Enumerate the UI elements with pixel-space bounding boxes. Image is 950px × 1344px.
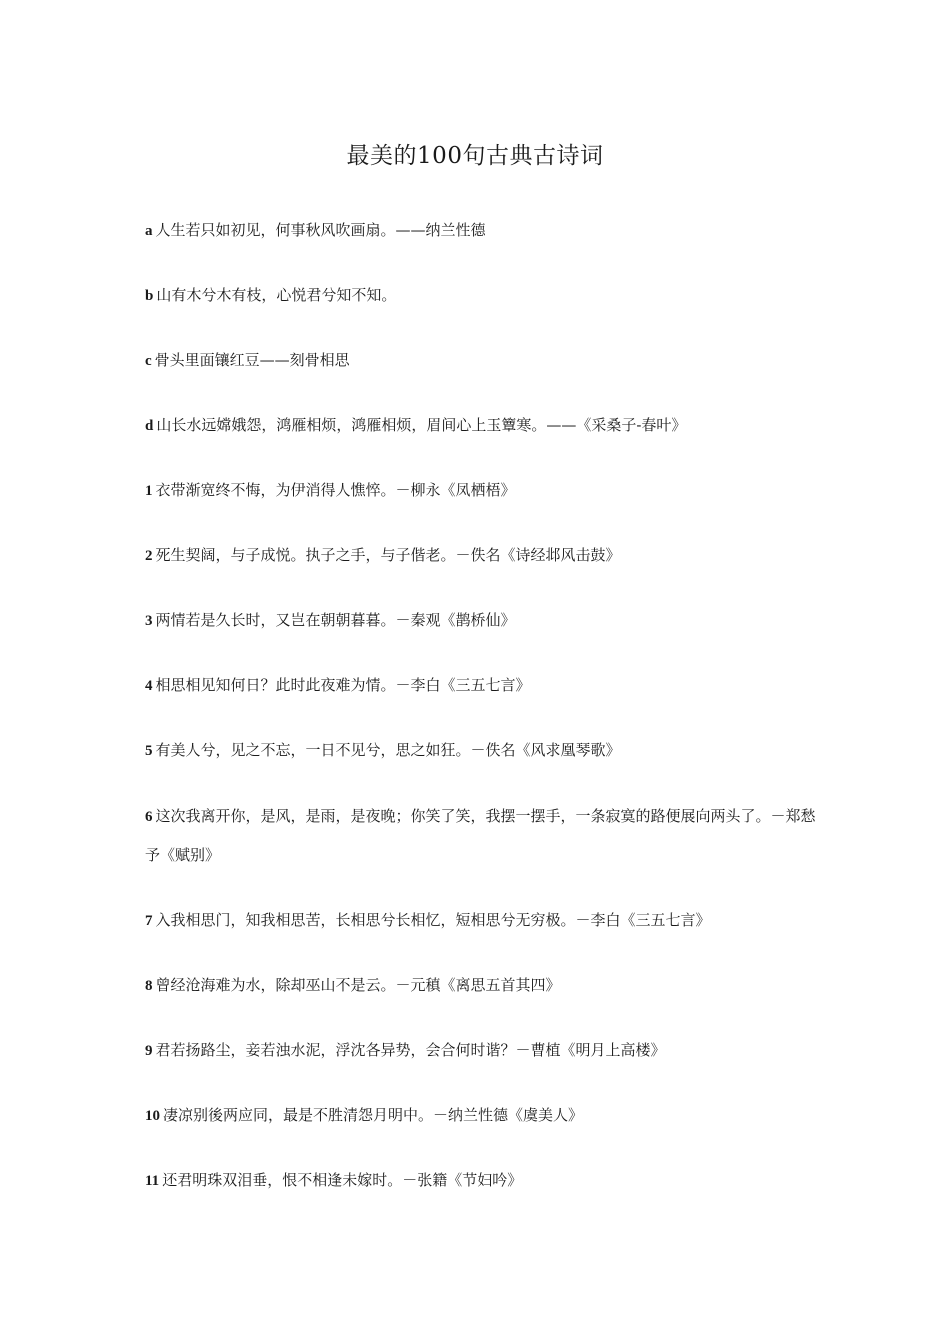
- entry-number: 9: [145, 1043, 153, 1059]
- poem-entry: [145, 277, 825, 314]
- entry-text: 君若扬路尘，妾若浊水泥，浮沈各异势，会合何时谐？－曹植《明月上高楼》: [155, 1041, 666, 1059]
- poem-entry: [145, 602, 825, 639]
- entry-text: 曾经沧海难为水，除却巫山不是云。－元稹《离思五首其四》: [155, 976, 561, 994]
- entry-number: d: [145, 418, 154, 434]
- poem-entry: [145, 732, 825, 769]
- entry-number: 4: [145, 678, 153, 694]
- entry-text: 有美人兮，见之不忘，一日不见兮，思之如狂。－佚名《风求凰琴歌》: [155, 741, 621, 759]
- poem-entry: [145, 537, 825, 574]
- poem-list: [145, 212, 825, 1227]
- entry-text: 还君明珠双泪垂，恨不相逢未嫁时。－张籍《节妇吟》: [162, 1171, 523, 1189]
- entry-number: c: [145, 353, 152, 369]
- entry-number: 5: [145, 743, 153, 759]
- entry-number: 2: [145, 548, 153, 564]
- poem-entry: [145, 667, 825, 704]
- entry-text: 人生若只如初见，何事秋风吹画扇。——纳兰性德: [155, 221, 486, 239]
- entry-number: 7: [145, 913, 153, 929]
- entry-number: 10: [145, 1108, 160, 1124]
- poem-entry: [145, 472, 825, 509]
- poem-entry: [145, 797, 825, 874]
- poem-entry: [145, 967, 825, 1004]
- document-title: 最美的100句古典古诗词: [346, 143, 604, 169]
- entry-text: 入我相思门，知我相思苦，长相思兮长相忆，短相思兮无穷极。－李白《三五七言》: [155, 911, 711, 929]
- entry-number: 6: [145, 809, 153, 825]
- entry-text: 衣带渐宽终不悔，为伊消得人憔悴。－柳永《凤栖梧》: [155, 481, 516, 499]
- entry-text: 死生契阔，与子成悦。执子之手，与子偕老。－佚名《诗经邶风击鼓》: [155, 546, 621, 564]
- poem-entry: [145, 342, 825, 379]
- entry-number: 8: [145, 978, 153, 994]
- poem-entry: [145, 1032, 825, 1069]
- poem-entry: [145, 1097, 825, 1134]
- entry-text: 两情若是久长时，又岂在朝朝暮暮。－秦观《鹊桥仙》: [155, 611, 516, 629]
- entry-text: 骨头里面镶红豆——刻骨相思: [154, 351, 350, 369]
- poem-entry: [145, 1162, 825, 1199]
- poem-entry: [145, 212, 825, 249]
- entry-number: 11: [145, 1173, 160, 1189]
- entry-number: 3: [145, 613, 153, 629]
- poem-entry: [145, 902, 825, 939]
- entry-number: a: [145, 223, 153, 239]
- entry-number: 1: [145, 483, 153, 499]
- entry-text: 凄凉别後两应同，最是不胜清怨月明中。－纳兰性德《虞美人》: [163, 1106, 584, 1124]
- poem-entry: [145, 407, 825, 444]
- entry-number: b: [145, 288, 154, 304]
- entry-text: 这次我离开你，是风，是雨，是夜晚；你笑了笑，我摆一摆手，一条寂寞的路便展向两头了。－郑愁予《赋别》: [145, 807, 816, 864]
- entry-text: 山长水远嫦娥怨，鸿雁相烦，鸿雁相烦，眉间心上玉簟寒。——《采桑子-春叶》: [156, 416, 687, 434]
- entry-text: 山有木兮木有枝，心悦君兮知不知。: [156, 286, 397, 304]
- entry-text: 相思相见知何日？此时此夜难为情。－李白《三五七言》: [155, 676, 531, 694]
